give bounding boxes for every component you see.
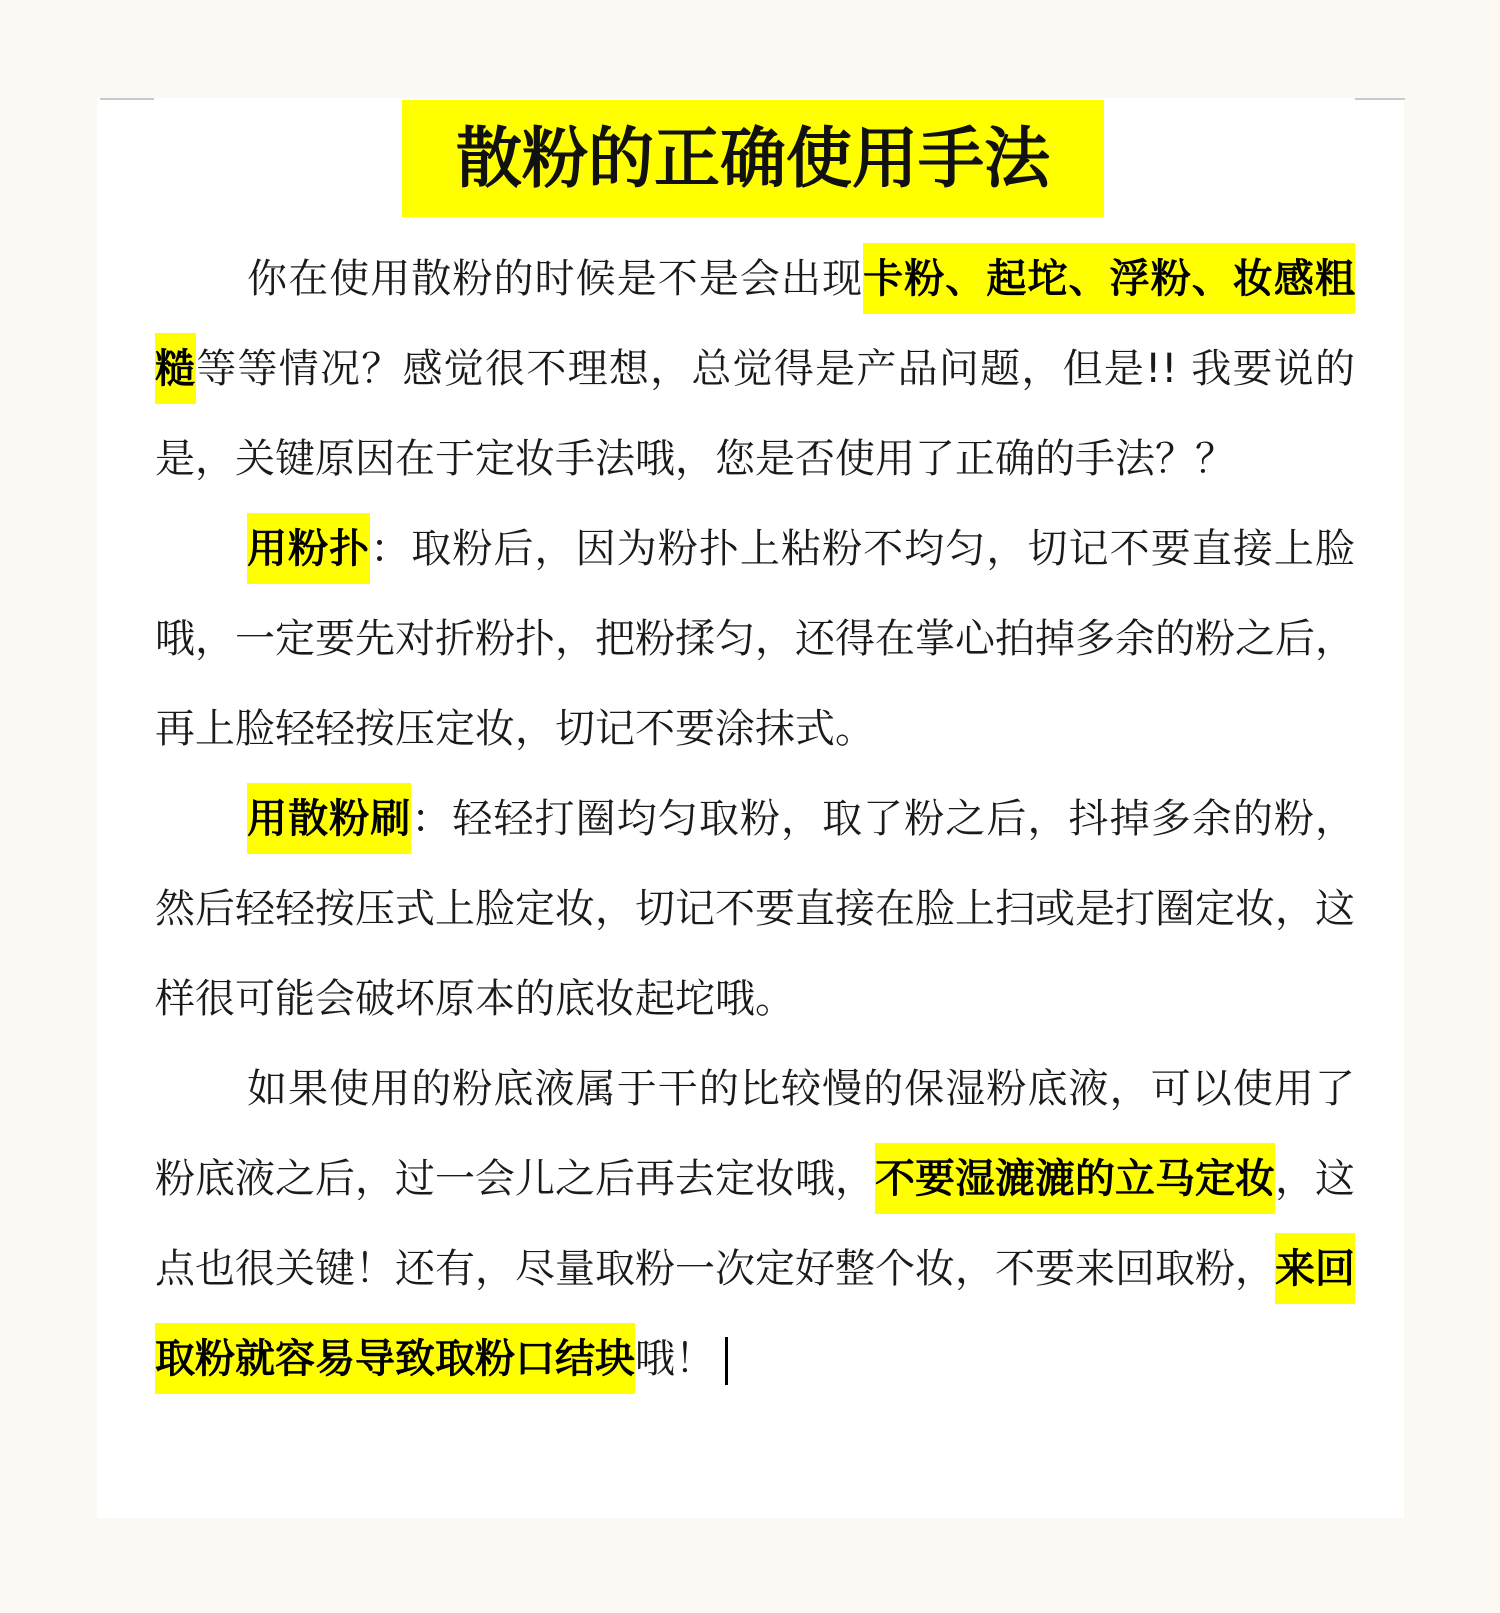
text-segment: ，这点也很关键！还有，尽量取粉一次定好整个妆，不要来回取粉，	[155, 1156, 1355, 1292]
page-corner-mark-right	[1355, 98, 1405, 100]
highlighted-text: 来回取粉就容易导致取粉口结块	[155, 1233, 1355, 1394]
highlighted-text: 用散粉刷	[247, 783, 411, 854]
text-segment: 哦！	[635, 1336, 715, 1382]
document-title: 散粉的正确使用手法	[402, 100, 1104, 217]
text-segment: 如果使用的粉底液属于干的比较慢的保湿粉底液，可以使用了粉底液之后，过一会儿之后再去定妆哦，	[155, 1066, 1355, 1202]
paragraph-foundation-tip	[155, 1044, 1355, 1404]
text-cursor	[725, 1337, 728, 1385]
highlighted-text: 卡粉、起坨、浮粉、妆感粗糙	[155, 243, 1355, 404]
text-segment: ：轻轻打圈均匀取粉，取了粉之后，抖掉多余的粉，然后轻轻按压式上脸定妆，切记不要直接在脸上扫或是打圈定妆，这样很可能会破坏原本的底妆起坨哦。	[155, 796, 1356, 1022]
highlighted-text: 不要湿漉漉的立马定妆	[875, 1143, 1275, 1214]
text-segment: 你在使用散粉的时候是不是会出现	[247, 256, 864, 302]
document-body[interactable]	[155, 234, 1355, 1404]
page-corner-mark-left	[100, 98, 154, 100]
text-segment: ：取粉后，因为粉扑上粘粉不均匀，切记不要直接上脸哦，一定要先对折粉扑，把粉揉匀，还得在掌心拍掉多余的粉之后，再上脸轻轻按压定妆，切记不要涂抹式。	[155, 526, 1356, 752]
paragraph-powder-puff	[155, 504, 1355, 774]
highlighted-text: 用粉扑	[247, 513, 370, 584]
text-segment: 等等情况？感觉很不理想，总觉得是产品问题，但是!! 我要说的是，关键原因在于定妆手法哦，您是否使用了正确的手法？？	[155, 346, 1355, 482]
paragraph-intro	[155, 234, 1355, 504]
paragraph-powder-brush	[155, 774, 1355, 1044]
